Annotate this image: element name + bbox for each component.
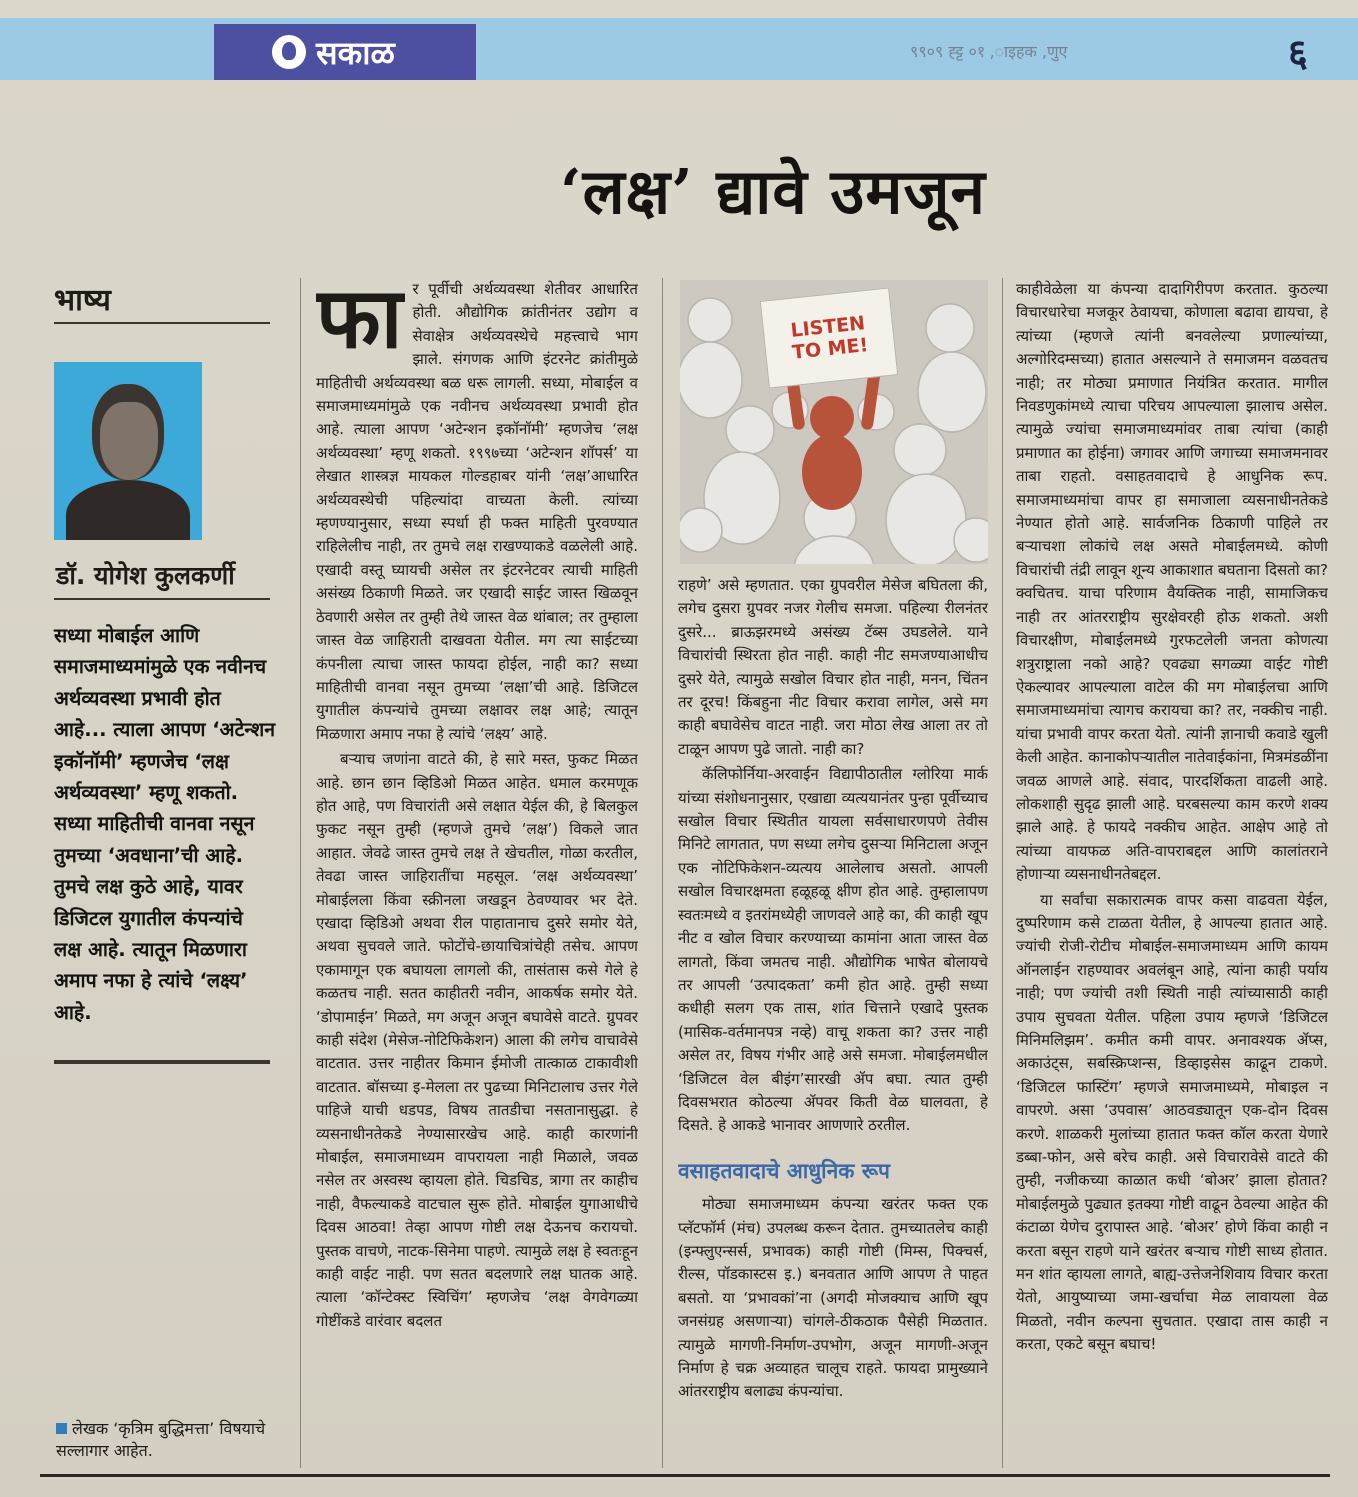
sign-line-1: LISTEN [789,312,867,342]
listen-sign [760,287,898,388]
column-divider [662,278,663,1468]
author-photo-face [100,402,158,480]
newspaper-brand [214,24,476,80]
paragraph: र पूर्वीची अर्थव्यवस्था शेतीवर आधारित होती. औद्योगिक क्रांतीनंतर उद्योग व सेवाक्षेत्र अर्थव्यवस्थेचे महत्त्वाचे भाग झाले. संगणक आणि इंटरनेट क्रांतीमुळे माहितीची अर्थव्यवस्था बळ धरू लागली. सध्या, मोबाईल व समाजमाध्यमांमुळे एक नवीनच अर्थव्यवस्था प्रभावी होत आहे. त्याला आपण ‘अटेन्शन इकॉनॉमी’ म्हणजेच ‘लक्ष अर्थव्यवस्था’ म्हणू शकतो. १९९७च्या ‘अटेन्शन शॉपर्स’ या लेखात शास्त्रज्ञ मायकल गोल्डहाबर यांनी ‘लक्ष’आधारित अर्थव्यवस्थेची पहिल्यांदा वाच्यता केली. त्यांच्या म्हणण्यानुसार, सध्या स्पर्धा ही फक्त माहिती पुरवण्यात राहिलेलीच नाही, तर तुमचे लक्ष राखण्याकडे वळलेली आहे. एखादी वस्तू घ्यायची असेल तर इंटरनेटवर त्याची माहिती असंख्य ठिकाणी मिळते. जर एखादी साईट जास्त खिळवून ठेवणारी असेल तर तुम्ही तेथे जास्त वेळ थांबाल; तर तुम्हाला जास्त वेळ जाहिराती दाखवता येतील. मग त्या साईटच्या कंपनीला त्याचा जास्त फायदा होईल, नाही का? सध्या माहितीची वानवा नसून तुमच्या ‘लक्षा’ची आहे. डिजिटल युगातील कंपन्यांचे तुमच्या लक्षावर लक्ष आहे; त्यातून मिळणारा अमाप नफा हे त्यांचे ‘लक्ष्य’ आहे. [316,280,638,743]
article-column-1 [316,278,638,1468]
article-subhead: वसाहतवादाचे आधुनिक रूप [678,1158,890,1183]
paragraph: बऱ्याच जणांना वाटते की, हे सारे मस्त, फुकट मिळत आहे. छान छान व्हिडिओ मिळत आहेत. धमाल करमणूक होत आहे, पण विचारांती असे लक्षात येईल की, हे बिलकुल फुकट नसून तुम्ही (म्हणजे तुमचे ‘लक्ष’) विकले जात आहात. जेवढे जास्त तुमचे लक्ष ते खेचतील, गोळा करतील, तेवढा जास्त जाहिरातींचा महसूल. ‘लक्ष अर्थव्यवस्था’ मोबाईलला किंवा स्क्रीनला जखडून ठेवण्यावर भर देते. एखादा व्हिडिओ अथवा रील पाहातानाच दुसरे समोर येते, अथवा सुचवले जाते. फोटोंचे-छायाचित्रांचेही तसेच. आपण एकामागून एक बघायला लागलो की, तासंतास कसे गेले हे कळतच नाही. सतत काहीतरी नवीन, आकर्षक समोर येते. ‘डोपामाईन’ मिळते, मग अजून अजून बघावेसे वाटते. ग्रुपवर काही संदेश (मेसेज-नोटिफिकेशन) आला की लगेच वाचावेसे वाटतात. उत्तर नाहीतर किमान ईमोजी तात्काळ टाकावीशी वाटतात. बॉसच्या इ-मेलला तर पुढच्या मिनिटालाच उत्तर गेले पाहिजे याची धडपड, विषय तातडीचा नसतानासुद्धा. हे व्यसनाधीनतेकडे नेण्यासारखेच आहे. काही कारणांनी मोबाईल, समाजमाध्यम वापरायला नाही मिळाले, जवळ नसेल तर अस्वस्थ व्हायला होते. चिडचिड, त्रागा तर काहीच नाही, वैफल्याकडे वाटचाल सुरू होते. मोबाईल युगाआधीचे दिवस आठवा! तेव्हा आपण गोष्टी लक्ष देऊनच करायचो. पुस्तक वाचणे, नाटक-सिनेमा पाहणे. त्यामुळे लक्ष हे स्वतःहून काही वाईट नाही. पण सतत बदलणारे लक्ष घातक आहे. त्याला ‘कॉन्टेक्स्ट स्विचिंग’ म्हणजेच ‘लक्ष वेगवेगळ्या गोष्टींकडे वारंवार बदलत [316,750,638,1330]
sign-line-2: TO ME! [791,334,870,364]
author-photo-shirt [66,480,190,540]
brand-logo-icon [272,35,306,69]
article-headline: ‘लक्ष’ द्यावे उमजून [560,155,986,228]
paragraph: या सर्वांचा सकारात्मक वापर कसा वाढवता येईल, दुष्परिणाम कसे टाळता येतील, हे आपल्या हातात आहे. ज्यांची रोजी-रोटीच मोबाईल-समाजमाध्यम आणि कायम ऑनलाईन राहण्यावर अवलंबून आहे, त्यांना काही पर्याय नाही; पण ज्यांची तशी स्थिती नाही त्यांच्यासाठी काही उपाय सुचवता येतील. पहिला उपाय म्हणजे ‘डिजिटल मिनिमलिझम’. कमीत कमी वापर. अनावश्यक ॲप्स, अकाउंट्स, सबस्क्रिप्शन्स, डिव्हाइसेस काढून टाकणे. ‘डिजिटल फास्टिंग’ म्हणजे समाजमाध्यमे, मोबाइल न वापरणे. असा ‘उपवास’ आठवड्यातून एक-दोन दिवस करणे. शाळकरी मुलांच्या हातात फक्त कॉल करता येणारे डब्बा-फोन, असे बरेच काही. असे विचारावेसे वाटते की तुम्ही, नजीकच्या काळात कधी ‘बोअर’ झाला होतात? मोबाईलमुळे पुढ्यात इतक्या गोष्टी वाढून ठेवल्या आहेत की कंटाळा येणेच दुरापास्त आहे. ‘बोअर’ होणे किंवा काही न करता बसून राहणे याने खरंतर बऱ्याच गोष्टी साध्य होतात. मन शांत व्हायला लागते, बाह्य-उत्तेजनेशिवाय विचार करता येतो, आयुष्याच्या जमा-खर्चाचा मेळ लावायला वेळ मिळतो, नवीन कल्पना सुचतात. एखादा तास काही न करता, एकटे बसून बघाच! [1016,890,1328,1354]
column-divider [1002,278,1003,1468]
paragraph: राहणे’ असे म्हणतात. एका ग्रुपवरील मेसेज बघितला की, लगेच दुसरा ग्रुपवर नजर गेलीच समजा. पहिल्या रीलनंतर दुसरे... ब्राऊझरमध्ये असंख्य टॅब्स उघडलेले. याने विचारांची स्थिरता होत नाही. काही नीट समजण्याआधीच दुसरे येते, त्यामुळे सखोल विचार होत नाही, मनन, चिंतन तर दूरच! किंबहुना नीट विचार करावा लागेल, असे मग काही बघावेसेच वाटत नाही. जरा मोठा लेख आला तर तो टाळून आपण पुढे जातो. नाही का? [678,576,988,758]
masthead-strip [0,18,1358,80]
article-illustration [680,280,988,564]
article-column-3 [1016,278,1328,1468]
drop-cap: फा [316,278,403,367]
bullet-square-icon [56,1423,67,1434]
section-label: भाष्य [54,283,111,318]
brand-name: सकाळ [316,33,395,72]
page-number: ६ [1288,31,1308,75]
article-summary: सध्या मोबाईल आणि समाजमाध्यमांमुळे एक नवीनच अर्थव्यवस्था प्रभावी होत आहे... त्याला आपण ‘अटेन्शन इकॉनॉमी’ म्हणजेच ‘लक्ष अर्थव्यवस्था’ म्हणू शकतो. सध्या माहितीची वानवा नसून तुमच्या ‘अवधाना’ची आहे. तुमचे लक्ष कुठे आहे, यावर डिजिटल युगातील कंपन्यांचे लक्ष आहे. त्यातून मिळणारा अमाप नफा हे त्यांचे ‘लक्ष्य’ आहे. [54,624,276,1024]
section-rule [54,322,270,324]
paragraph: कॅलिफोर्निया-अरवाईन विद्यापीठातील ग्लोरिया मार्क यांच्या संशोधनानुसार, एखाद्या व्यत्ययानंतर पुन्हा पूर्वीच्याच सखोल विचार स्थितीत यायला सर्वसाधारणपणे तेवीस मिनिटे लागतात, पण सध्या लगेच दुसऱ्या मिनिटाला अजून एक नोटिफिकेशन-व्यत्यय आलेलाच असतो. आपली सखोल विचारक्षमता हळूहळू क्षीण होत आहे. तुम्हालापण स्वतःमध्ये व इतरांमध्येही जाणवले आहे का, की काही खूप नीट व खोल विचार करण्याच्या कामांना आता जास्त वेळ लागतो, किंवा जमतच नाही. औद्योगिक भाषेत बोलायचे तर आपली ‘उत्पादकता’ कमी होत आहे. तुम्ही सध्या कधीही सलग एक तास, शांत चित्ताने एखादे पुस्तक (मासिक-वर्तमानपत्र नव्हे) वाचू शकता का? उत्तर नाही असेल तर, विषय गंभीर आहे असे समजा. मोबाईलमधील ‘डिजिटल वेल बीइंग’सारखी ॲप बघा. त्यात तुम्ही दिवसभरात कोठल्या ॲपवर किती वेळ घालवता, हे दिसते. हे आकडे भानावर आणणारे ठरतील. [678,765,988,1135]
dateline: ९९०९ ह्ट्ट ०१ ,ाइहक ,णुए [910,42,1068,61]
column-divider [300,278,301,1468]
author-rule [54,598,270,600]
author-photo [54,362,202,540]
page-bottom-rule [40,1474,1330,1477]
author-note-text: लेखक ‘कृत्रिम बुद्धिमत्ता’ विषयाचे सल्लागार आहेत. [56,1419,266,1460]
paragraph: मोठ्या समाजमाध्यम कंपन्या खरंतर फक्त एक प्लॅटफॉर्म (मंच) उपलब्ध करून देतात. तुमच्यातलेच काही (इन्फ्लुएन्सर्स, प्रभावक) काही गोष्टी (मिम्स, पिक्चर्स, रील्स, पॉडकास्टस इ.) बनवतात आणि आपण ते पाहत बसतो. या ‘प्रभावकां’ना (अगदी मोजक्याच आणि खूप जनसंग्रह असणाऱ्या) चांगले-ठीकठाक पैसेही मिळतात. त्यामुळे मागणी-निर्माण-उपभोग, अजून मागणी-अजून निर्माण हे चक्र अव्याहत चालूच राहते. फायदा प्रामुख्याने आंतरराष्ट्रीय बलाढ्य कंपन्यांचा. [678,1195,988,1401]
article-column-2 [678,574,988,1468]
author-name: डॉ. योगेश कुलकर्णी [56,561,235,590]
author-note [56,1418,276,1462]
paragraph: काहीवेळेला या कंपन्या दादागिरीपण करतात. कुठल्या विचारधारेचा मजकूर ठेवायचा, कोणाला बढावा द्यायचा, हे त्यांच्या (म्हणजे त्यांनी बनवलेल्या प्रणाल्यांच्या, अल्गोरिदम्सच्या) हातात असल्याने ते समाजमन वळवतच नाही; तर मोठ्या प्रमाणात नियंत्रित करतात. मागील निवडणुकांमध्ये त्याचा परिचय आपल्याला झालाच असेल. त्यामुळे ज्यांचा समाजमाध्यमांवर ताबा त्यांचा (काही प्रमाणात का होईना) जगावर आणि जगाच्या समाजमनावर ताबा राहतो. वसाहतवादाचे हे आधुनिक रूप. समाजमाध्यमांचा वापर हा समाजाला व्यसनाधीनतेकडे नेण्यात होतो आहे. सार्वजनिक ठिकाणी पाहिले तर बऱ्याचशा लोकांचे लक्ष असते मोबाईलमध्ये. कोणी विचारांची तंद्री लावून शून्य आकाशात बघताना दिसतो का? क्वचितच. याचा परिणाम वैयक्तिक नाही, सामाजिकच नाही तर आंतरराष्ट्रीय सुरक्षेवरही होऊ शकतो. अशी विचारक्षीण, मोबाईलमध्ये गुरफटलेली जनता कोणत्या शत्रुराष्ट्राला नको आहे? एवढ्या सगळ्या वाईट गोष्टी ऐकल्यावर आपल्याला वाटेल की मग मोबाईलचा आणि समाजमाध्यमांचा त्यागच करायचा का? तर, नक्कीच नाही. यांचा प्रभावी वापर करता येतो. त्यांनी ज्ञानाची कवाडे खुली केली आहेत. कानाकोपऱ्यातील नातेवाईकांना, मित्रमंडळींना जवळ आणले आहे. संवाद, पारदर्शिकता वाढली आहे. लोकशाही सुदृढ झाली आहे. घरबसल्या काम करणे शक्य झाले आहे. हे फायदे नक्कीच आहेत. आक्षेप आहे तो त्यांच्या वायफळ अति-वापराबद्दल आणि कालांतराने होणाऱ्या व्यसनाधीनतेबद्दल. [1016,280,1328,884]
summary-rule [54,1060,270,1064]
